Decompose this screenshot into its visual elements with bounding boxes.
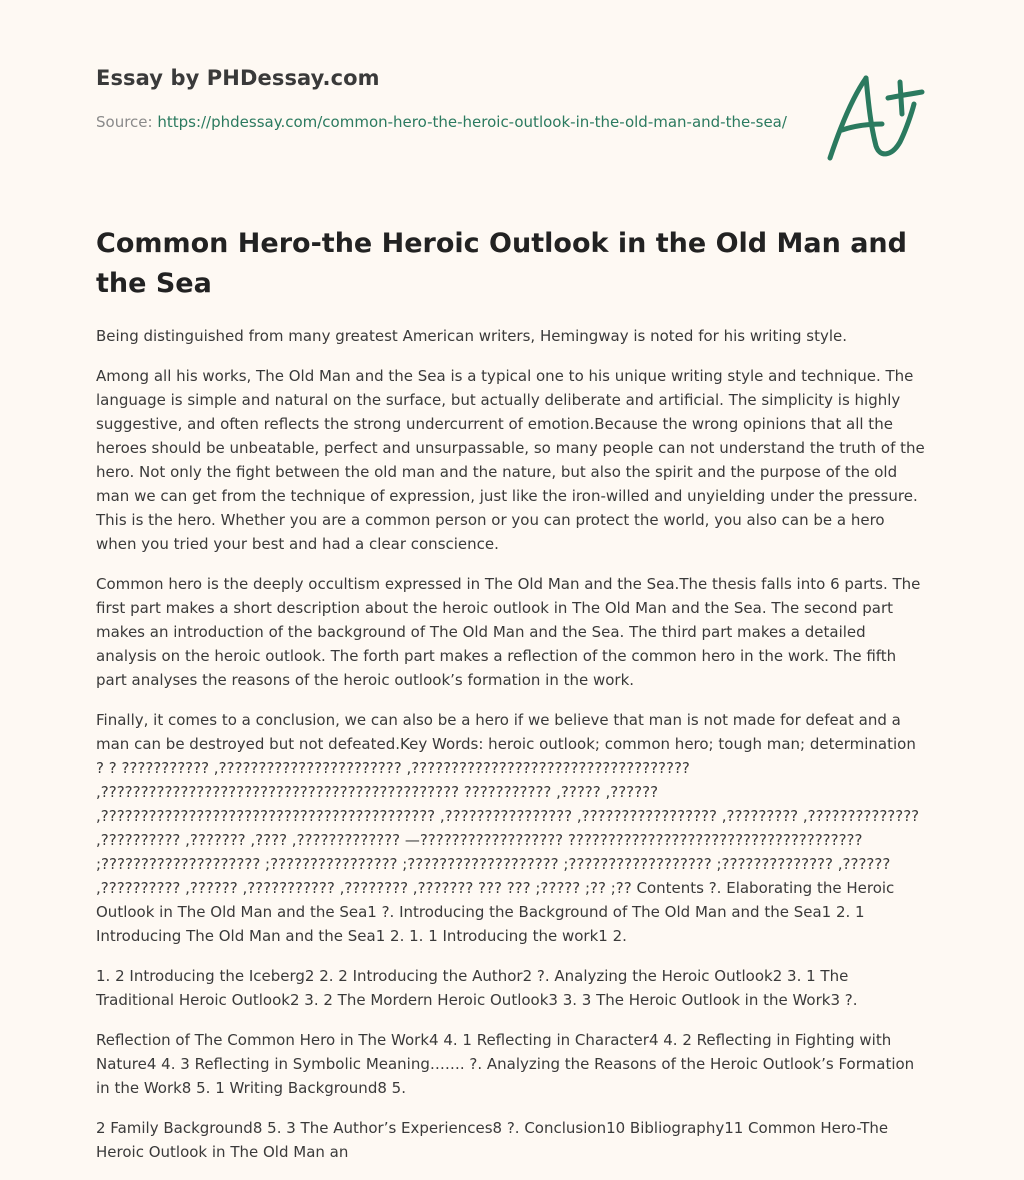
source-line bbox=[96, 110, 796, 134]
paragraph: Among all his works, The Old Man and the Sea is a typical one to his unique writing style and technique. The language is simple and natural on the surface, but actually deliberate and artificial. The simplicity is highly suggestive, and often reflects the strong undercurrent of emotion.Because the wrong opinions that all the heroes should be unbeatable, perfect and unsurpassable, so many people can not understand the truth of the hero. Not only the fight between the old man and the nature, but also the spirit and the purpose of the old man we can get from the technique of expression, just like the iron-willed and unyielding under the pressure. This is the hero. Whether you are a common person or you can protect the world, you also can be a hero when you tried your best and had a clear conscience. bbox=[96, 367, 925, 553]
site-title: Essay by PHDessay.com bbox=[96, 66, 380, 90]
a-plus-logo-icon bbox=[822, 68, 932, 168]
document-body bbox=[96, 324, 928, 1180]
paragraph: Being distinguished from many greatest American writers, Hemingway is noted for his writing style. bbox=[96, 327, 848, 345]
paragraph: 2 Family Background8 5. 3 The Author’s Experiences8 ?. Conclusion10 Bibliography11 Common Hero-The Heroic Outlook in The Old Man an bbox=[96, 1119, 889, 1161]
paragraph: Reflection of The Common Hero in The Work4 4. 1 Reflecting in Character4 4. 2 Reflecting in Fighting with Nature4 4. 3 Reflecting in Symbolic Meaning……. ?. Analyzing the Reasons of the Heroic Outlook’s Formation in the Work8 5. 1 Writing Background8 5. bbox=[96, 1031, 915, 1097]
paragraph: Finally, it comes to a conclusion, we can also be a hero if we believe that man is not made for defeat and a man can be destroyed but not defeated.Key Words: heroic outlook; common hero; tough man; determination ? ? ??????????? ,??????????????????????? ,??????????????????????????????????? ,????????????????????????????????????????????? ??????????? ,????? ,?????? ,?????????????????????????????????????????? ,???????????????? ,????????????????? ,????????? ,?????????????? ,?????????? ,??????? ,???? ,????????????? —?????????????????? ????????????????????????????????????? ;???????????????????? ;???????????????? ;??????????????????? ;?????????????????? ;?????????????? ,?????? ,?????????? ,?????? ,??????????? ,???????? ,??????? ??? ??? ;????? ;?? ;?? Contents ?. Elaborating the Heroic Outlook in The Old Man and the Sea1 ?. Introducing the Background of The Old Man and the Sea1 2. 1 Introducing The Old Man and the Sea1 2. 1. 1 Introducing the work1 2. bbox=[96, 711, 920, 945]
paragraph: Common hero is the deeply occultism expressed in The Old Man and the Sea.The thesis falls into 6 parts. The first part makes a short description about the heroic outlook in The Old Man and the Sea. The second part makes an introduction of the background of The Old Man and the Sea. The third part makes a detailed analysis on the heroic outlook. The forth part makes a reflection of the common hero in the work. The fifth part analyses the reasons of the heroic outlook’s formation in the work. bbox=[96, 575, 921, 689]
source-label: Source: bbox=[96, 113, 158, 131]
paragraph: 1. 2 Introducing the Iceberg2 2. 2 Introducing the Author2 ?. Analyzing the Heroic Outlook2 3. 1 The Traditional Heroic Outlook2 3. 2 The Mordern Heroic Outlook3 3. 3 The Heroic Outlook in the Work3 ?. bbox=[96, 967, 858, 1009]
document-title: Common Hero-the Heroic Outlook in the Old Man and the Sea bbox=[96, 228, 907, 299]
source-link[interactable]: https://phdessay.com/common-hero-the-heroic-outlook-in-the-old-man-and-the-sea/ bbox=[157, 113, 787, 131]
